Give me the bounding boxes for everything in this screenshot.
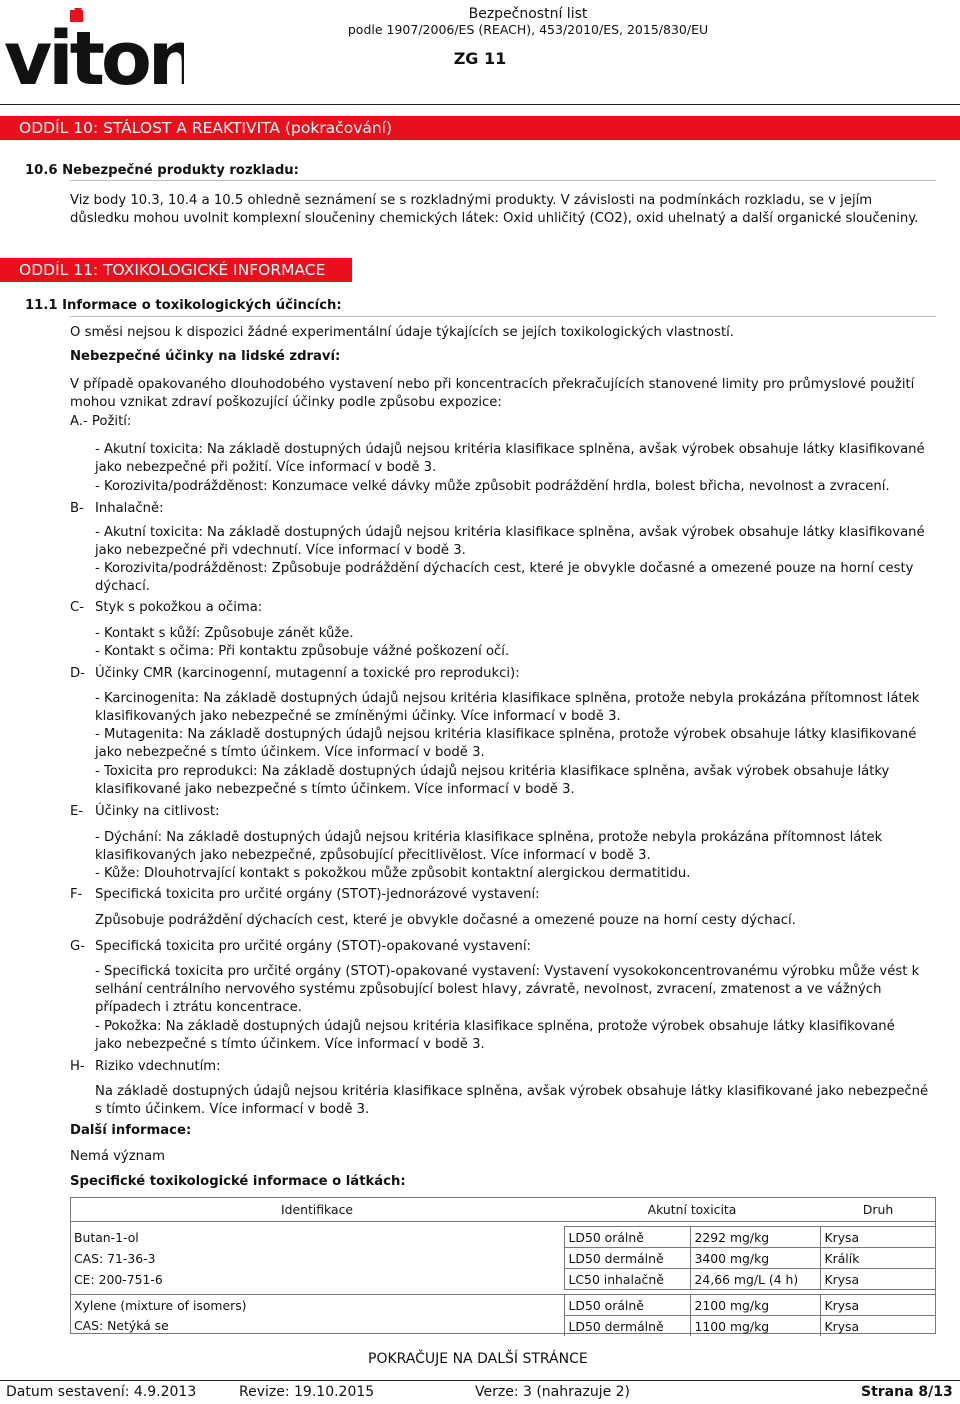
route-d-letter: D- bbox=[70, 666, 85, 681]
route-h-label: Riziko vdechnutím: bbox=[95, 1059, 221, 1074]
e2-line: - Kůže: Dlouhotrvající kontakt s pokožkou může způsobit kontaktní alergickou dermatitidu. bbox=[95, 866, 691, 881]
table-header-row bbox=[70, 1197, 936, 1222]
h1-line-2: s tímto účinkem. Více informací v bodě 3. bbox=[95, 1102, 370, 1117]
b2-line-2: dýchací. bbox=[95, 579, 150, 594]
other-info-value: Nemá význam bbox=[70, 1149, 165, 1164]
table-row bbox=[70, 1295, 936, 1316]
tox-table bbox=[70, 1197, 936, 1336]
e1-line-1: - Dýchání: Na základě dostupných údajů nejsou kritéria klasifikace splněna, protože nebyla prokázána přítomnost látek bbox=[95, 830, 883, 845]
test-value: 2292 mg/kg bbox=[690, 1227, 820, 1248]
health-line-2: mohou vznikat zdraví poškozující účinky podle způsobu expozice: bbox=[70, 395, 502, 410]
header-acute-toxicity: Akutní toxicita bbox=[564, 1197, 820, 1222]
substance-id: CAS: 71-36-3 bbox=[74, 1250, 156, 1266]
b2-line-1: - Korozivita/podrážděnost: Způsobuje podráždění dýchacích cest, které je obvykle dočasné a omezené pouze na horní cesty bbox=[95, 561, 914, 576]
route-f-label: Specifická toxicita pro určité orgány (STOT)-jednorázové vystavení: bbox=[95, 887, 540, 902]
h1-line-1: Na základě dostupných údajů nejsou kritéria klasifikace splněna, avšak výrobek obsahuje látky klasifikované jako nebezpečné bbox=[95, 1084, 929, 1099]
f1-line: Způsobuje podráždění dýchacích cest, které je obvykle dočasné a omezené pouze na horní cesty dýchací. bbox=[95, 913, 796, 928]
g1-line-3: případech i ztrátu koncentrace. bbox=[95, 1000, 302, 1015]
d2-line-2: jako nebezpečné s tímto účinkem. Více informací v bodě 3. bbox=[95, 745, 485, 760]
table-row bbox=[70, 1227, 936, 1248]
health-title: Nebezpečné účinky na lidské zdraví: bbox=[70, 349, 341, 364]
table-row bbox=[70, 1248, 936, 1269]
d1-line-2: klasifikovaných jako nebezpečné se zmíněnými účinky. Více informací v bodě 3. bbox=[95, 709, 621, 724]
table-row bbox=[70, 1269, 936, 1290]
route-a-label: A.- Požití: bbox=[70, 414, 132, 429]
regulation: podle 1907/2006/ES (REACH), 453/2010/ES, 2015/830/EU bbox=[347, 22, 709, 37]
sec10-line-1: Viz body 10.3, 10.4 a 10.5 ohledně seznámení se s rozkladnými produkty. V závislosti na podmínkách rozkladu, se v jejím bbox=[70, 193, 873, 208]
d2-line-1: - Mutagenita: Na základě dostupných údajů nejsou kritéria klasifikace splněna, protože výrobek obsahuje látky klasifikované bbox=[95, 727, 917, 742]
subsection-divider bbox=[70, 180, 936, 181]
route-b-label: Inhalačně: bbox=[95, 501, 164, 516]
g2-line-2: jako nebezpečné s tímto účinkem. Více informací v bodě 3. bbox=[95, 1037, 485, 1052]
doc-type: Bezpečnostní list bbox=[468, 6, 588, 22]
test-type: LD50 orálně bbox=[564, 1227, 690, 1248]
e1-line-2: klasifikovaných jako nebezpečné, způsobující přecitlivělost. Více informací v bodě 3. bbox=[95, 848, 651, 863]
route-d-label: Účinky CMR (karcinogenní, mutagenní a toxické pro reprodukci): bbox=[95, 666, 520, 681]
a2-line: - Korozivita/podrážděnost: Konzumace velké dávky může způsobit podráždění hrdla, bolest břicha, nevolnost a zvracení. bbox=[95, 479, 890, 494]
d3-line-2: klasifikované jako nebezpečné s tímto účinkem. Více informací v bodě 3. bbox=[95, 782, 575, 797]
d1-line-1: - Karcinogenita: Na základě dostupných údajů nejsou kritéria klasifikace splněna, protože nebyla prokázána přítomnost látek bbox=[95, 691, 920, 706]
test-value: 24,66 mg/L (4 h) bbox=[690, 1269, 820, 1290]
footer-revision: Revize: 19.10.2015 bbox=[239, 1384, 375, 1400]
footer-version: Verze: 3 (nahrazuje 2) bbox=[475, 1384, 631, 1400]
c2-line: - Kontakt s očima: Při kontaktu způsobuje vážné poškození očí. bbox=[95, 644, 510, 659]
logo-text: viton bbox=[4, 16, 184, 88]
test-type: LC50 inhalačně bbox=[564, 1269, 690, 1290]
d3-line-1: - Toxicita pro reprodukci: Na základě dostupných údajů nejsou kritéria klasifikace splněna, avšak výrobek obsahuje látky bbox=[95, 764, 890, 779]
route-e-letter: E- bbox=[70, 804, 84, 819]
b1-line-2: jako nebezpečné při vdechnutí. Více informací v bodě 3. bbox=[95, 543, 466, 558]
substance-id: Butan-1-ol bbox=[74, 1229, 139, 1245]
footer-date: Datum sestavení: 4.9.2013 bbox=[6, 1384, 197, 1400]
b1-line-1: - Akutní toxicita: Na základě dostupných údajů nejsou kritéria klasifikace splněna, avšak výrobek obsahuje látky klasifikované bbox=[95, 525, 925, 540]
g1-line-2: selhání centrálního nervového systému způsobující bolest hlavy, závratě, nevolnost, zvracení, zmatenost a ve vážných bbox=[95, 982, 882, 997]
sec10-line-2: důsledku mohou uvolnit komplexní sloučeniny chemických látek: Oxid uhličitý (CO2), oxid uhelnatý a další organické sloučeniny. bbox=[70, 211, 919, 226]
route-h-letter: H- bbox=[70, 1059, 85, 1074]
route-f-letter: F- bbox=[70, 887, 83, 902]
intro-text: O směsi nejsou k dispozici žádné experimentální údaje týkajících se jejích toxikologických vlastností. bbox=[70, 325, 734, 340]
route-g-label: Specifická toxicita pro určité orgány (STOT)-opakované vystavení: bbox=[95, 939, 531, 954]
footer-divider bbox=[0, 1380, 960, 1381]
product-name: ZG 11 bbox=[453, 49, 507, 68]
substance-id: Xylene (mixture of isomers) bbox=[74, 1297, 247, 1313]
route-e-label: Účinky na citlivost: bbox=[95, 804, 220, 819]
test-species: Králík bbox=[820, 1248, 936, 1269]
test-species: Krysa bbox=[820, 1227, 936, 1248]
subsection-divider bbox=[70, 316, 936, 317]
substance-id: CAS: Netýká se bbox=[74, 1318, 169, 1334]
test-value: 1100 mg/kg bbox=[690, 1316, 820, 1337]
section-10-bar bbox=[0, 116, 960, 140]
viton-logo bbox=[4, 8, 184, 88]
g2-line-1: - Pokožka: Na základě dostupných údajů nejsou kritéria klasifikace splněna, protože výrobek obsahuje látky klasifikované bbox=[95, 1019, 895, 1034]
section-11-bar bbox=[0, 258, 352, 282]
c1-line: - Kontakt s kůží: Způsobuje zánět kůže. bbox=[95, 626, 354, 641]
table-row bbox=[70, 1316, 936, 1337]
footer-page: Strana 8/13 bbox=[861, 1384, 953, 1400]
test-value: 3400 mg/kg bbox=[690, 1248, 820, 1269]
route-c-label: Styk s pokožkou a očima: bbox=[95, 600, 263, 615]
continues-note: POKRAČUJE NA DALŠÍ STRÁNCE bbox=[368, 1351, 588, 1367]
header-species: Druh bbox=[820, 1197, 936, 1222]
route-b-letter: B- bbox=[70, 501, 84, 516]
test-species: Krysa bbox=[820, 1295, 936, 1316]
route-c-letter: C- bbox=[70, 600, 84, 615]
header-divider bbox=[0, 104, 960, 105]
section-11-title: ODDÍL 11: TOXIKOLOGICKÉ INFORMACE bbox=[19, 261, 326, 279]
test-type: LD50 orálně bbox=[564, 1295, 690, 1316]
substance-id: CE: 200-751-6 bbox=[74, 1271, 163, 1287]
route-g-letter: G- bbox=[70, 939, 85, 954]
section-10-title: ODDÍL 10: STÁLOST A REAKTIVITA (pokračování) bbox=[19, 119, 393, 137]
test-species: Krysa bbox=[820, 1316, 936, 1337]
g1-line-1: - Specifická toxicita pro určité orgány (STOT)-opakované vystavení: Vystavení vysokokoncentrovanému výrobku může vést k bbox=[95, 964, 920, 979]
test-value: 2100 mg/kg bbox=[690, 1295, 820, 1316]
test-type: LD50 dermálně bbox=[564, 1248, 690, 1269]
a1-line-1: - Akutní toxicita: Na základě dostupných údajů nejsou kritéria klasifikace splněna, avšak výrobek obsahuje látky klasifikované bbox=[95, 442, 925, 457]
specific-info-title: Specifické toxikologické informace o látkách: bbox=[70, 1174, 406, 1189]
other-info-title: Další informace: bbox=[70, 1123, 192, 1138]
header-identifikace: Identifikace bbox=[70, 1197, 564, 1222]
subsection-10-6-title: 10.6 Nebezpečné produkty rozkladu: bbox=[25, 163, 299, 178]
test-type: LD50 dermálně bbox=[564, 1316, 690, 1337]
test-species: Krysa bbox=[820, 1269, 936, 1290]
subsection-11-1-title: 11.1 Informace o toxikologických účincích: bbox=[25, 298, 342, 313]
health-line-1: V případě opakovaného dlouhodobého vystavení nebo při koncentracích překračujících stanovené limity pro průmyslové použití bbox=[70, 377, 915, 392]
a1-line-2: jako nebezpečné při požití. Více informací v bodě 3. bbox=[95, 460, 437, 475]
